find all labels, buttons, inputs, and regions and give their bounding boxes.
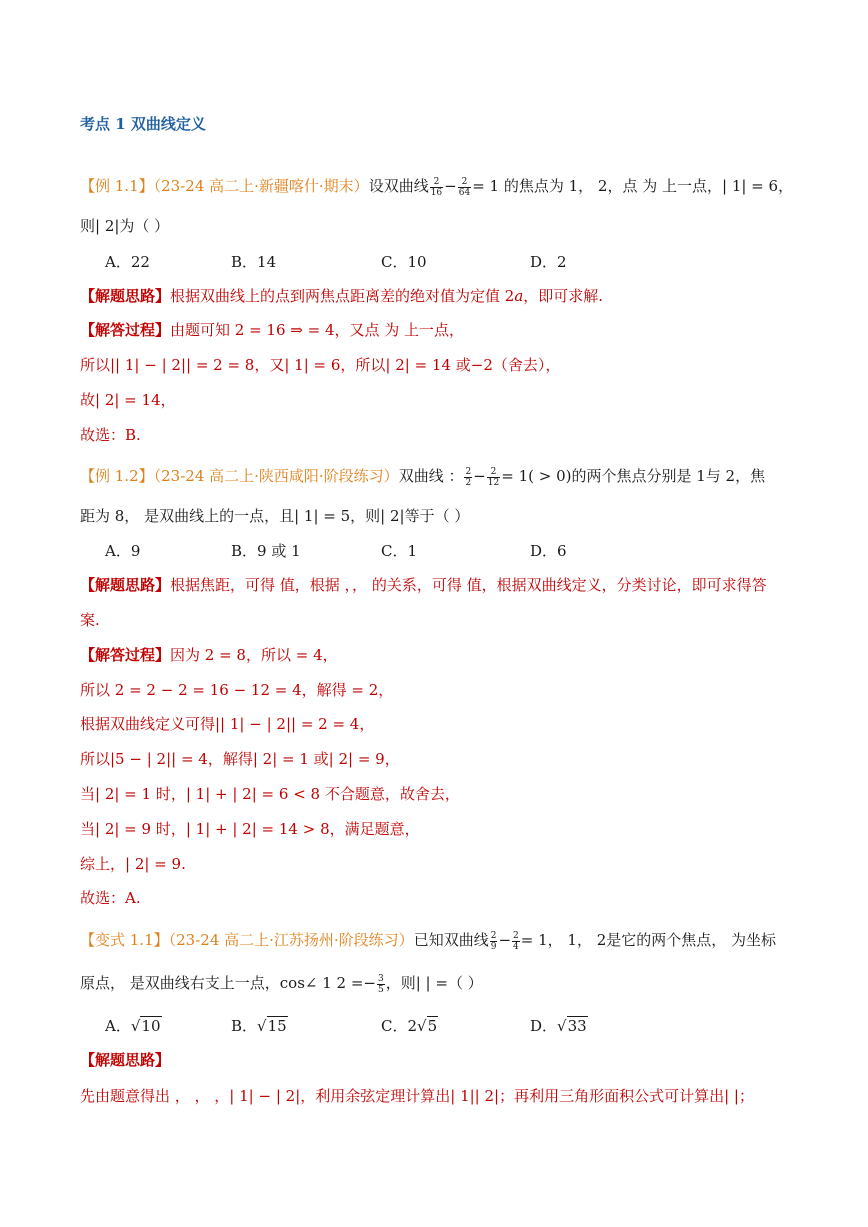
option-a: A．9	[105, 542, 141, 560]
example-tag: 【例 1.2】	[80, 467, 154, 485]
idea-text: 根据焦距，可得 值，根据 ，， 的关系，可得 值，根据双曲线定义，分类讨论，即可求得答	[170, 576, 767, 594]
idea-tag: 【解题思路】	[80, 1051, 171, 1069]
process-line: 所以|| 1| − | 2|| = 2 = 8，又| 1| = 6，所以| 2| = 14 或−2（舍去），	[80, 356, 561, 374]
solution-process	[80, 645, 338, 665]
fraction: $\frac{2}{4}$	[513, 930, 519, 952]
option-b: B．√15	[231, 1017, 287, 1035]
idea-text-end: ，即可求解.	[523, 287, 604, 305]
idea-tag: 【解题思路】	[80, 576, 171, 594]
minus-sign: −	[473, 467, 486, 485]
option-d: D．√33	[530, 1017, 587, 1035]
fraction: $\frac{2}{9}$	[490, 930, 497, 952]
example-source: （23-24 高二上·陕西咸阳·阶段练习）	[153, 467, 399, 485]
process-line: 所以|5 − | 2|| = 4，解得| 2| = 1 或| 2| = 9，	[80, 750, 400, 768]
solution-idea	[80, 286, 603, 306]
variant-1-1-line1	[80, 930, 776, 952]
option-c: C．1	[381, 542, 418, 560]
minus-sign: −	[444, 177, 457, 195]
section-title: 考点 1 双曲线定义	[80, 115, 206, 133]
idea-text: 根据双曲线上的点到两焦点距离差的绝对值为定值 2	[170, 287, 515, 305]
process-text: 由题可知 2 = 16 ⇒ = 4，又点 为 上一点，	[170, 321, 465, 339]
question-text: = 1 的焦点为 1， 2，点 为 上一点，| 1| = 6，	[472, 177, 794, 195]
option-a: A．22	[105, 253, 150, 271]
example-1-1-line1	[80, 176, 793, 198]
process-text: 因为 2 = 8，所以 = 4，	[170, 646, 338, 664]
idea-tag: 【解题思路】	[80, 287, 171, 305]
question-text: = 1( > 0)的两个焦点分别是 1与 2，焦	[501, 467, 766, 485]
option-b: B．9 或 1	[231, 542, 301, 560]
process-line: 当| 2| = 9 时，| 1| + | 2| = 14 > 8，满足题意，	[80, 820, 420, 838]
question-text: 已知双曲线	[413, 931, 489, 949]
idea-text-cont: 案.	[80, 611, 100, 629]
process-line: 所以 2 = 2 − 2 = 16 − 12 = 4，解得 = 2，	[80, 681, 394, 699]
example-source: （23-24 高二上·新疆喀什·期末）	[153, 177, 369, 195]
option-c: C．2√5	[381, 1017, 438, 1035]
question-text: 设双曲线	[368, 177, 429, 195]
answer: 故选：B.	[80, 426, 141, 444]
question-text: 原点， 是双曲线右支上一点，cos∠ 1 2 =−	[80, 974, 376, 992]
process-tag: 【解答过程】	[80, 321, 171, 339]
question-text: 距为 8， 是双曲线上的一点，且| 1| = 5，则| 2|等于（ ）	[80, 507, 470, 525]
fraction: $\frac{2}{2}$	[465, 466, 472, 488]
process-line: 当| 2| = 1 时，| 1| + | 2| = 6 < 8 不合题意，故舍去，	[80, 785, 460, 803]
idea-var: a	[514, 287, 524, 305]
option-c: C．10	[381, 253, 427, 271]
option-b: B．14	[231, 253, 277, 271]
fraction: $\frac{2}{64}$	[458, 176, 471, 198]
option-d: D．6	[530, 542, 567, 560]
fraction: $\frac{2}{16}$	[430, 176, 443, 198]
option-a: A．√10	[105, 1017, 161, 1035]
answer: 故选：A.	[80, 889, 141, 907]
process-tag: 【解答过程】	[80, 646, 171, 664]
question-line2	[80, 973, 483, 995]
example-source: （23-24 高二上·江苏扬州·阶段练习）	[168, 931, 414, 949]
question-text: = 1， 1， 2是它的两个焦点， 为坐标	[520, 931, 777, 949]
process-line: 故| 2| = 14，	[80, 391, 176, 409]
process-line: 综上，| 2| = 9.	[80, 855, 186, 873]
process-line: 根据双曲线定义可得|| 1| − | 2|| = 2 = 4，	[80, 715, 375, 733]
fraction: $\frac{3}{5}$	[378, 973, 384, 995]
example-tag: 【例 1.1】	[80, 177, 154, 195]
example-1-2-line1	[80, 466, 765, 488]
minus-sign: −	[498, 931, 512, 949]
fraction: $\frac{2}{12}$	[487, 466, 500, 488]
question-text: ，则| | =（ ）	[385, 974, 483, 992]
question-text: 双曲线 ：	[398, 467, 464, 485]
question-text: 则| 2|为（ ）	[80, 217, 170, 235]
example-tag: 【变式 1.1】	[80, 931, 169, 949]
solution-idea	[80, 575, 767, 595]
idea-text: 先由题意得出 ， ， ，| 1| − | 2|，利用余弦定理计算出| 1|| 2|；再利用三角形面积公式可计算出| |；	[80, 1087, 754, 1105]
solution-process	[80, 320, 464, 340]
option-d: D．2	[530, 253, 567, 271]
